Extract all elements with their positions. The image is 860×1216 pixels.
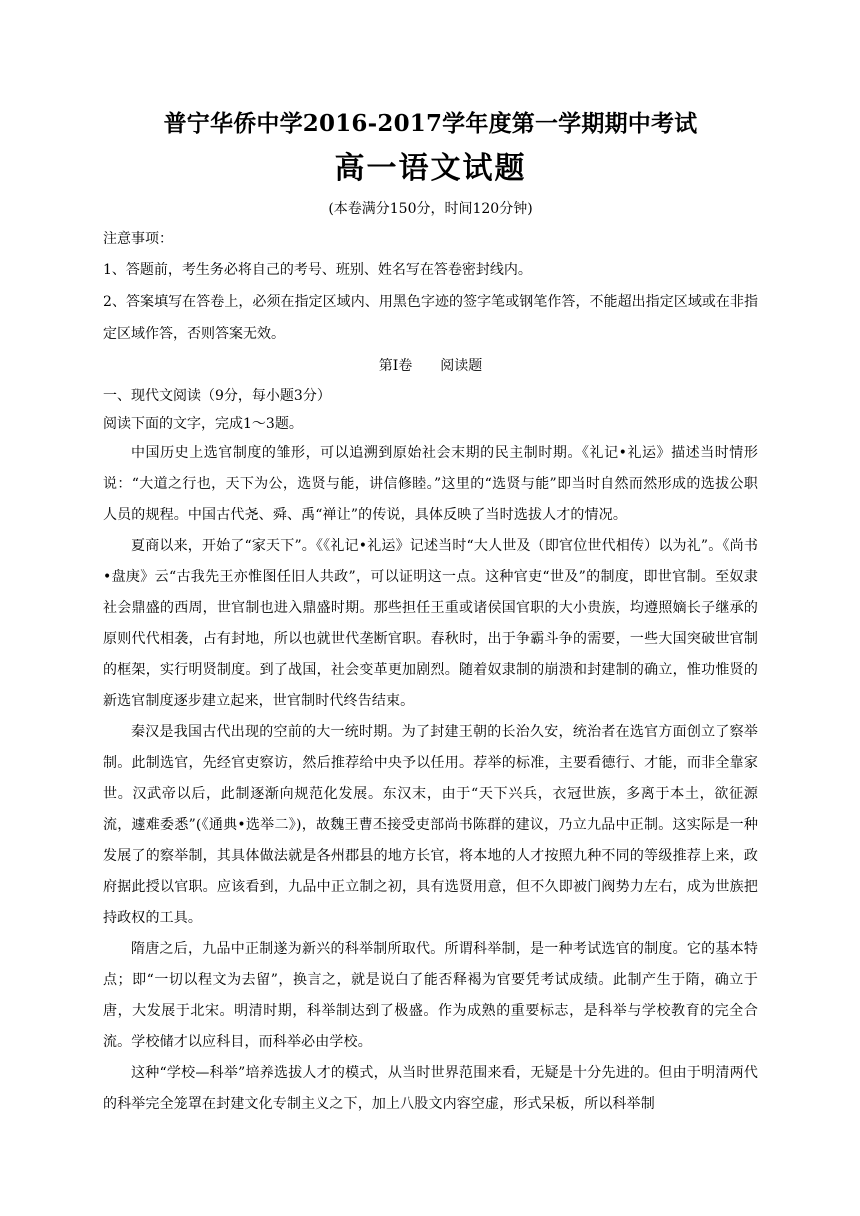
reading-passage xyxy=(103,438,758,1120)
reading-instruction: 阅读下面的文字，完成1～3题。 xyxy=(103,416,303,432)
score-note: (本卷满分150分，时间120分钟) xyxy=(328,201,533,217)
section-heading: 一、现代文阅读（9分，每小题3分） xyxy=(103,388,331,404)
notice-section xyxy=(103,224,758,350)
notice-item: 1、答题前，考生务必将自己的考号、班别、姓名写在答卷密封线内。 xyxy=(103,262,532,278)
passage-paragraph: 中国历史上选官制度的雏形，可以追溯到原始社会末期的民主制时期。《礼记•礼运》描述当时情形说：“大道之行也，天下为公，选贤与能，讲信修睦。”这里的“选贤与能”即当时自然而然形成的选拔公职人员的规程。中国古代尧、舜、禹“禅让”的传说，具体反映了当时选拔人才的情况。 xyxy=(103,445,758,523)
passage-paragraph: 这种“学校—科举”培养选拔人才的模式，从当时世界范围来看，无疑是十分先进的。但由于明清两代的科举完全笼罩在封建文化专制主义之下，加上八股文内容空虚，形式呆板，所以科举制 xyxy=(103,1065,758,1112)
passage-paragraph: 秦汉是我国古代出现的空前的大一统时期。为了封建王朝的长治久安，统治者在选官方面创立了察举制。此制选官，先经官吏察访，然后推荐给中央予以任用。荐举的标准，主要看德行、才能，而非全靠家世。汉武帝以后，此制逐渐向规范化发展。东汉末，由于“天下兴兵，衣冠世族，多离于本土，欲征源流，遽难委悉”(《通典•选举二》)，故魏王曹丕接受吏部尚书陈群的建议，乃立九品中正制。这实际是一种发展了的察举制，其具体做法就是各州郡县的地方长官，将本地的人才按照九种不同的等级推荐上来，政府据此授以官职。应该看到，九品中正立制之初，具有选贤用意，但不久即被门阀势力左右，成为世族把持政权的工具。 xyxy=(103,724,758,926)
passage-paragraph: 隋唐之后，九品中正制遂为新兴的科举制所取代。所谓科举制，是一种考试选官的制度。它的基本特点；即“一切以程文为去留”，换言之，就是说白了能否释褐为官要凭考试成绩。此制产生于隋，确立于唐，大发展于北宋。明清时期，科举制达到了极盛。作为成熟的重要标志，是科举与学校教育的完全合流。学校储才以应科目，而科举必由学校。 xyxy=(103,941,758,1050)
page-content xyxy=(103,104,758,1120)
subject-title: 高一语文试题 xyxy=(334,151,527,186)
passage-paragraph: 夏商以来，开始了“家天下”。《《礼记•礼运》记述当时“大人世及（即官位世代相传）以为礼”。《尚书•盘庚》云“古我先王亦惟图任旧人共政”，可以证明这一点。这种官吏“世及”的制度，即世官制。至奴隶社会鼎盛的西周，世官制也进入鼎盛时期。那些担任王重或诸侯国官职的大小贵族，均遵照嫡长子继承的原则代代相袭，占有封地，所以也就世代垄断官职。春秋时，出于争霸斗争的需要，一些大国突破世官制的框架，实行明贤制度。到了战国，社会变革更加剧烈。随着奴隶制的崩溃和封建制的确立，惟功惟贤的新选官制度逐步建立起来，世官制时代终告结束。 xyxy=(103,538,758,709)
part-heading: 第Ⅰ卷 阅读题 xyxy=(378,358,483,374)
notice-item: 2、答案填写在答卷上，必须在指定区域内、用黑色字迹的签字笔或钢笔作答，不能超出指定区域或在非指定区域作答，否则答案无效。 xyxy=(103,294,758,342)
exam-title: 普宁华侨中学2016-2017学年度第一学期期中考试 xyxy=(163,110,698,137)
notice-heading: 注意事项： xyxy=(103,231,173,247)
